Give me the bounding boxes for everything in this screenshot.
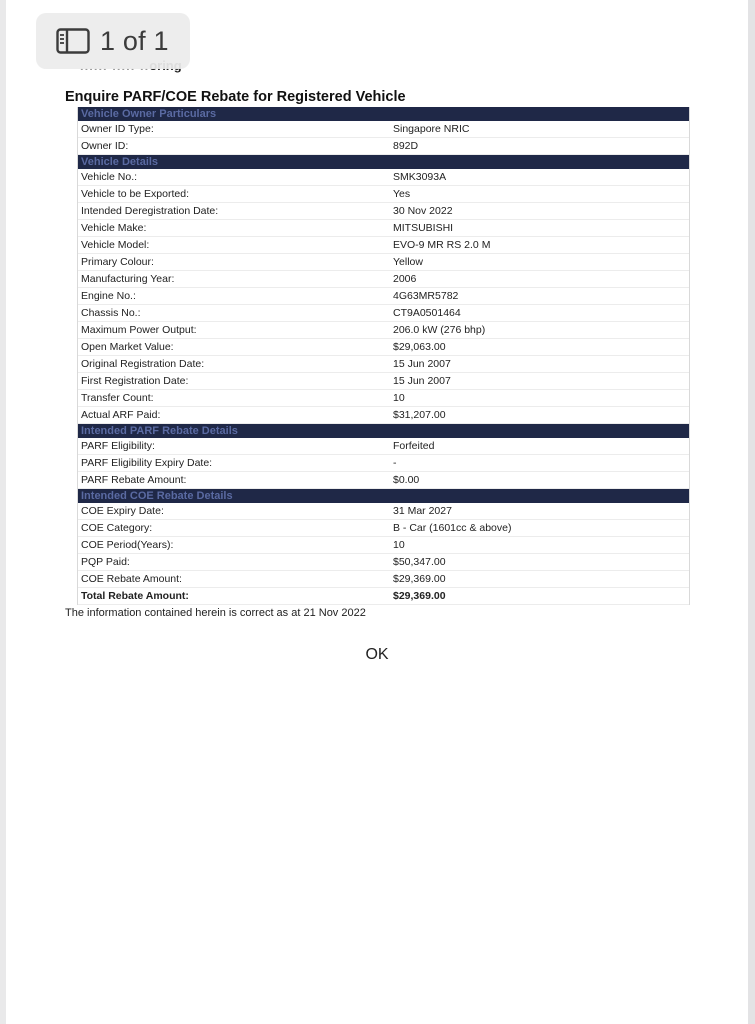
table-row [78, 237, 689, 254]
field-value: 10 [393, 392, 405, 404]
table-row [78, 373, 689, 390]
field-value: Forfeited [393, 440, 435, 452]
table-row [78, 186, 689, 203]
table-row [78, 571, 689, 588]
table-row [78, 438, 689, 455]
field-value: 10 [393, 539, 405, 551]
field-value: 30 Nov 2022 [393, 205, 453, 217]
field-label: PARF Eligibility Expiry Date: [81, 457, 213, 469]
field-label: Chassis No.: [81, 307, 141, 319]
field-value: 2006 [393, 273, 417, 285]
section-header: Intended PARF Rebate Details [78, 424, 689, 438]
field-value: EVO-9 MR RS 2.0 M [393, 239, 491, 251]
field-label: Engine No.: [81, 290, 136, 302]
field-label: Maximum Power Output: [81, 324, 197, 336]
table-row [78, 537, 689, 554]
table-row [78, 520, 689, 537]
field-label: Primary Colour: [81, 256, 154, 268]
field-label: PARF Rebate Amount: [81, 474, 187, 486]
table-row [78, 390, 689, 407]
page-view-icon [56, 28, 90, 54]
table-row [78, 220, 689, 237]
field-value: $0.00 [393, 474, 420, 486]
table-row [78, 322, 689, 339]
field-value: 15 Jun 2007 [393, 358, 451, 370]
rebate-details-table [77, 107, 690, 605]
field-value: 892D [393, 140, 419, 152]
field-value: Singapore NRIC [393, 123, 470, 135]
field-label: Owner ID Type: [81, 123, 154, 135]
section-header: Vehicle Details [78, 155, 689, 169]
field-value: $29,369.00 [393, 590, 446, 602]
field-label: COE Expiry Date: [81, 505, 164, 517]
field-value: 31 Mar 2027 [393, 505, 452, 517]
field-value: MITSUBISHI [393, 222, 454, 234]
field-value: Yellow [393, 256, 423, 268]
field-label: Vehicle Model: [81, 239, 150, 251]
field-label: Open Market Value: [81, 341, 174, 353]
field-value: $29,063.00 [393, 341, 446, 353]
table-row [78, 121, 689, 138]
field-value: 4G63MR5782 [393, 290, 459, 302]
section-header: Vehicle Owner Particulars [78, 107, 689, 121]
page-title: Enquire PARF/COE Rebate for Registered Vehicle [65, 89, 406, 105]
table-row [78, 472, 689, 489]
table-row [78, 455, 689, 472]
field-label: Original Registration Date: [81, 358, 205, 370]
field-value: CT9A0501464 [393, 307, 461, 319]
ok-button[interactable]: OK [365, 646, 389, 663]
table-row [78, 503, 689, 520]
table-row [78, 588, 689, 605]
field-label: Transfer Count: [81, 392, 154, 404]
field-value: - [393, 457, 397, 469]
field-label: Vehicle Make: [81, 222, 147, 234]
field-label: Owner ID: [81, 140, 129, 152]
field-label: Vehicle No.: [81, 171, 138, 183]
field-value: B - Car (1601cc & above) [393, 522, 512, 534]
field-label: COE Period(Years): [81, 539, 174, 551]
table-row [78, 138, 689, 155]
field-value: SMK3093A [393, 171, 447, 183]
field-label: Actual ARF Paid: [81, 409, 161, 421]
field-label: Total Rebate Amount: [81, 590, 189, 602]
field-value: $50,347.00 [393, 556, 446, 568]
table-row [78, 305, 689, 322]
field-label: COE Category: [81, 522, 153, 534]
field-label: PQP Paid: [81, 556, 130, 568]
table-row [78, 339, 689, 356]
field-label: COE Rebate Amount: [81, 573, 182, 585]
table-row [78, 254, 689, 271]
info-note: The information contained herein is correct as at 21 Nov 2022 [65, 607, 366, 619]
field-value: $29,369.00 [393, 573, 446, 585]
page-indicator-text: 1 of 1 [100, 25, 169, 56]
field-value: 206.0 kW (276 bhp) [393, 324, 486, 336]
page-edge [748, 0, 755, 1024]
table-row [78, 407, 689, 424]
field-value: $31,207.00 [393, 409, 446, 421]
table-row [78, 271, 689, 288]
table-row [78, 169, 689, 186]
field-label: First Registration Date: [81, 375, 189, 387]
page-indicator-badge[interactable] [36, 13, 190, 69]
field-value: Yes [393, 188, 411, 200]
field-label: Intended Deregistration Date: [81, 205, 219, 217]
table-row [78, 203, 689, 220]
table-row [78, 554, 689, 571]
table-row [78, 356, 689, 373]
field-value: 15 Jun 2007 [393, 375, 451, 387]
field-label: PARF Eligibility: [81, 440, 155, 452]
field-label: Vehicle to be Exported: [81, 188, 189, 200]
table-row [78, 288, 689, 305]
field-label: Manufacturing Year: [81, 273, 175, 285]
section-header: Intended COE Rebate Details [78, 489, 689, 503]
